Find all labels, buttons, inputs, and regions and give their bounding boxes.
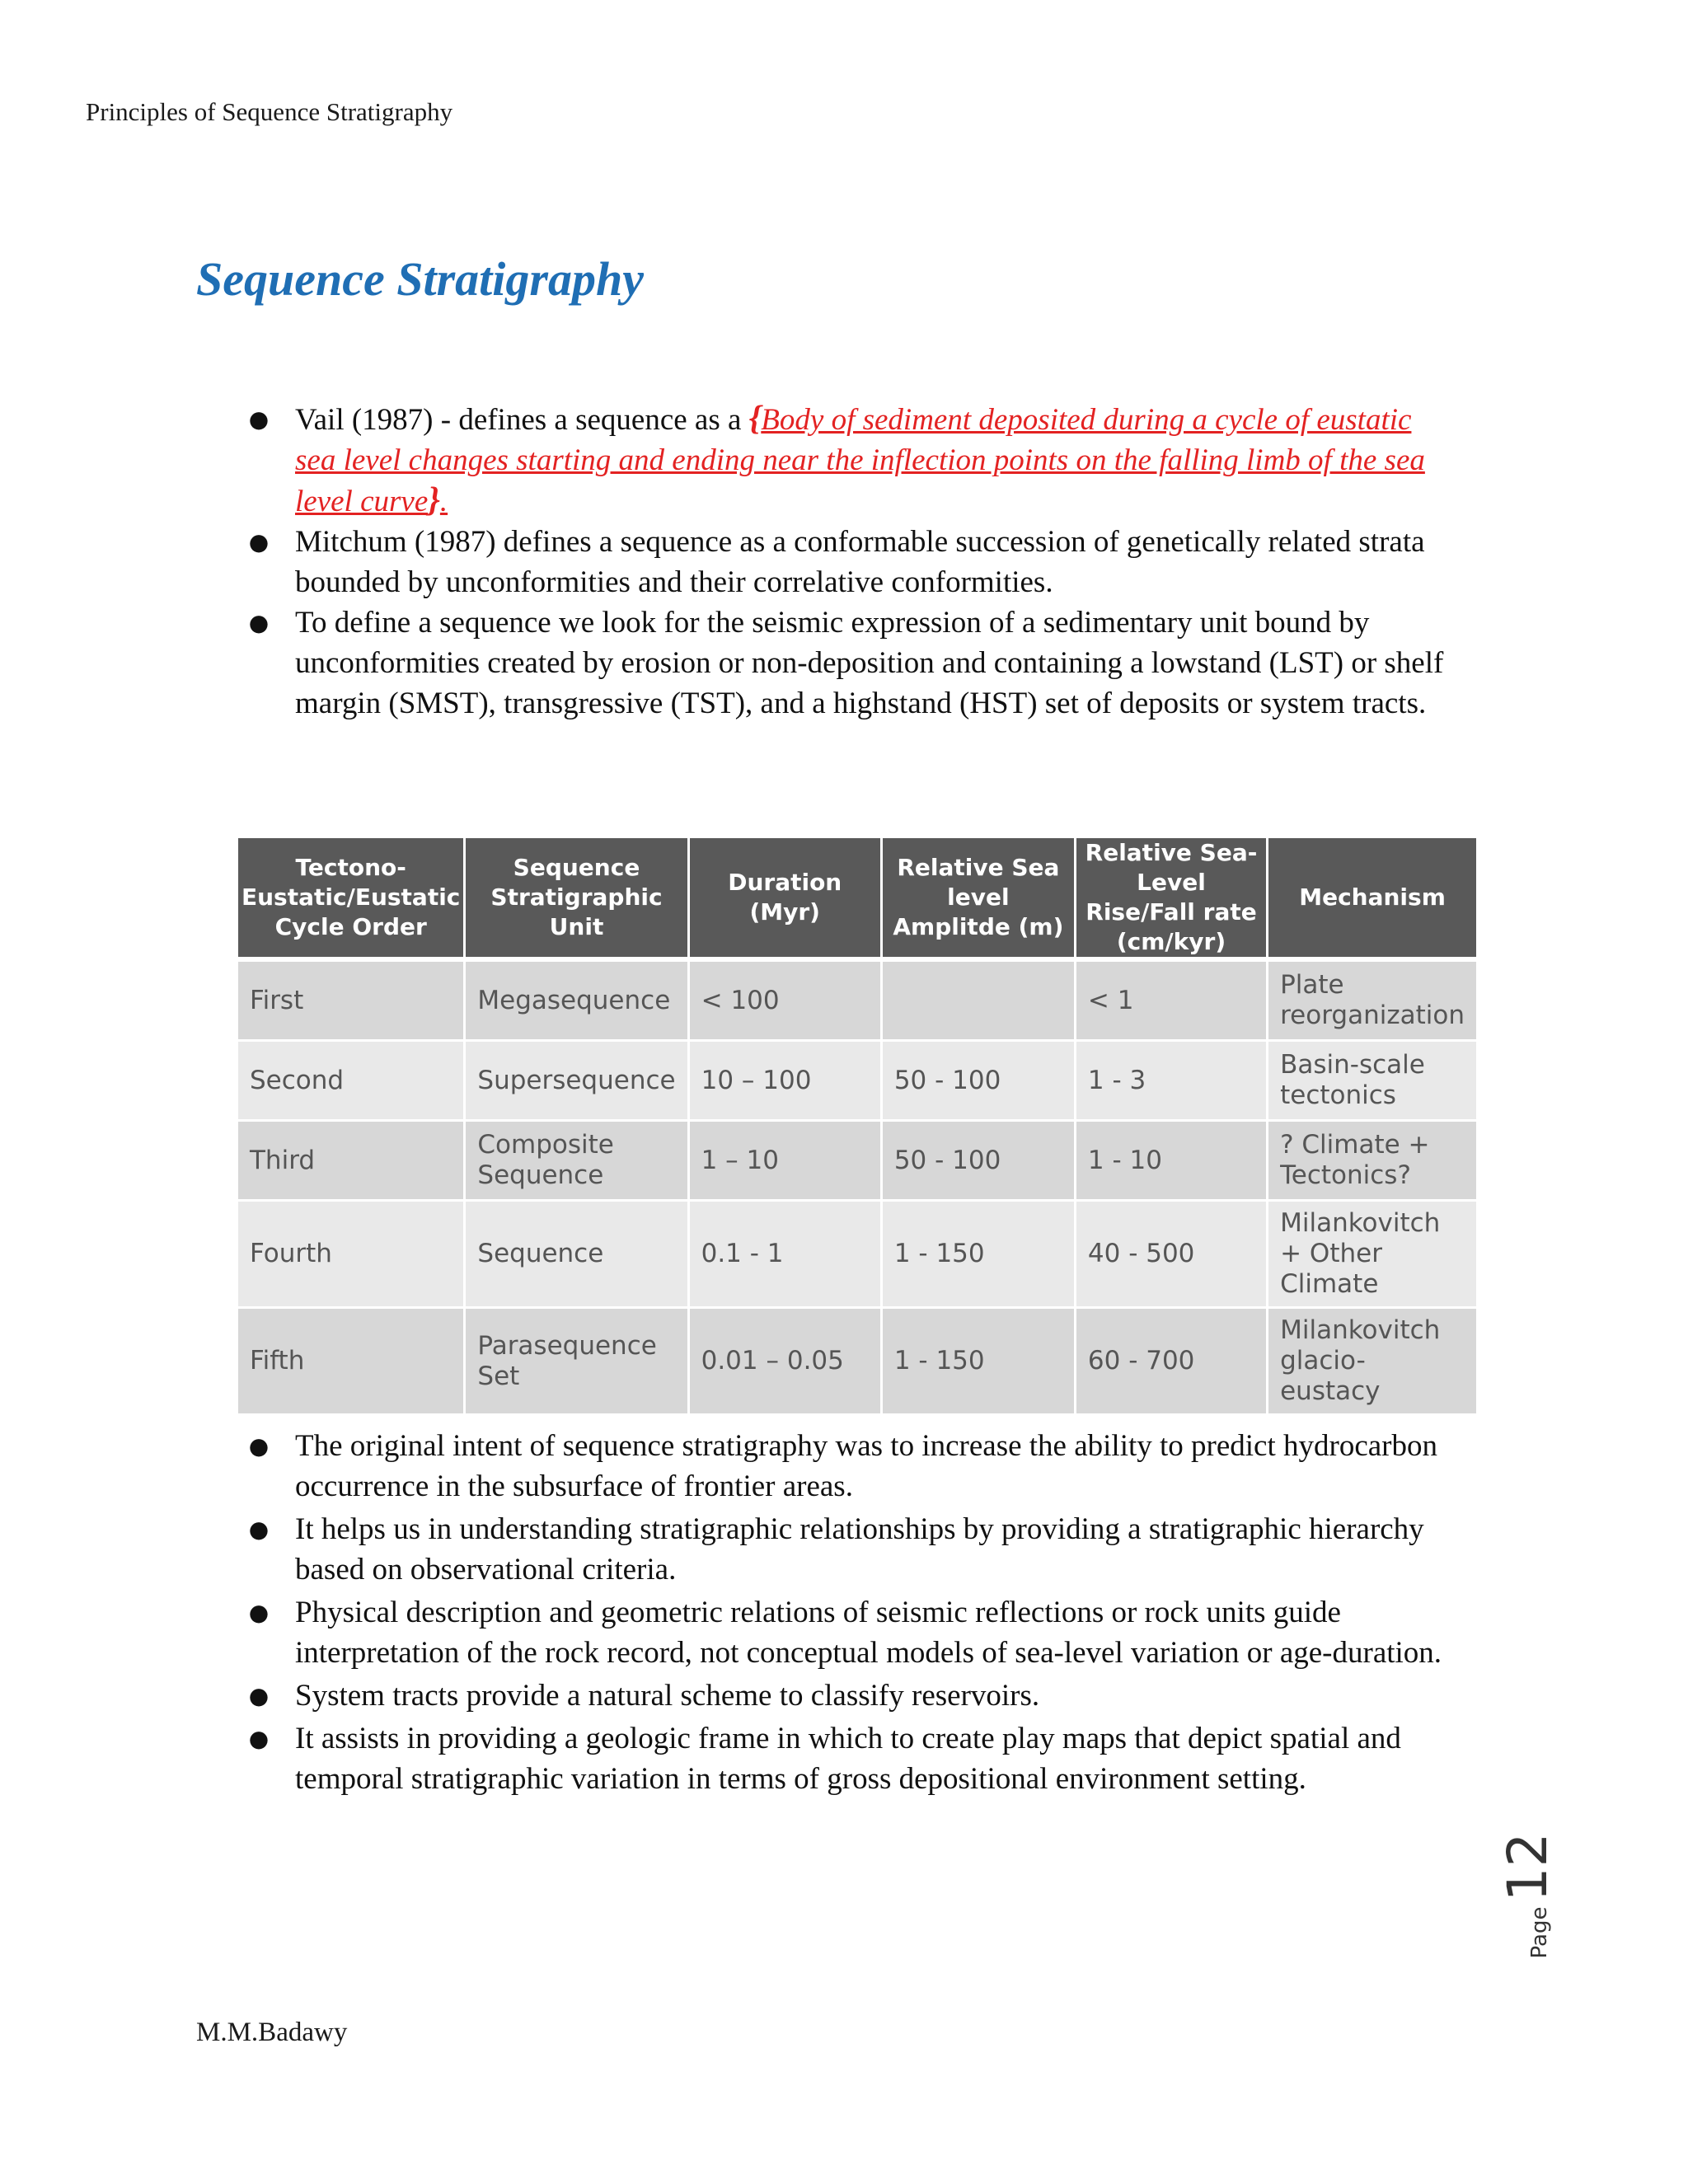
list-item bbox=[247, 1426, 1451, 1507]
table-cell: 1 - 150 bbox=[883, 1309, 1074, 1416]
list-item bbox=[247, 522, 1451, 602]
table-cell: Milankovitch + Other Climate bbox=[1268, 1202, 1476, 1309]
bullet-text: It assists in providing a geologic frame in which to create play maps that depict spatial and temporal stratigraphic variation in terms of gross depositional environment setting. bbox=[295, 1722, 1401, 1796]
bullet-dot-icon: ● bbox=[248, 1599, 270, 1626]
page-number bbox=[1496, 1832, 1628, 1959]
table-cell: First bbox=[238, 962, 463, 1042]
column-header-unit: Sequence Stratigraphic Unit bbox=[466, 838, 687, 962]
table-row bbox=[238, 962, 1476, 1042]
table-cell: 50 - 100 bbox=[883, 1122, 1074, 1202]
bullet-dot-icon: ● bbox=[248, 405, 270, 433]
bullet-dot-icon: ● bbox=[248, 528, 270, 555]
bullet-list-bottom bbox=[247, 1426, 1451, 1802]
bullet-dot-icon: ● bbox=[248, 1432, 270, 1460]
table-cell: Milankovitch glacio-eustacy bbox=[1268, 1309, 1476, 1416]
table-cell: 40 - 500 bbox=[1076, 1202, 1266, 1309]
table-cell: 0.1 - 1 bbox=[690, 1202, 880, 1309]
bullet-dot-icon: ● bbox=[248, 1725, 270, 1752]
table-cell: 60 - 700 bbox=[1076, 1309, 1266, 1416]
table-cell: 10 – 100 bbox=[690, 1042, 880, 1122]
column-header-cycle-order: Tectono-Eustatic/Eustatic Cycle Order bbox=[238, 838, 463, 962]
table-cell: Parasequence Set bbox=[466, 1309, 687, 1416]
table-cell: Third bbox=[238, 1122, 463, 1202]
table-cell: Plate reorganization bbox=[1268, 962, 1476, 1042]
table-header-row bbox=[238, 838, 1476, 962]
table-cell: Composite Sequence bbox=[466, 1122, 687, 1202]
column-header-amplitude: Relative Sea level Amplitde (m) bbox=[883, 838, 1074, 962]
running-header: Principles of Sequence Stratigraphy bbox=[86, 97, 453, 126]
list-item bbox=[247, 1675, 1451, 1716]
table-cell: Megasequence bbox=[466, 962, 687, 1042]
page-number-value: 12 bbox=[1496, 1832, 1559, 1902]
bullet-text: System tracts provide a natural scheme to classify reservoirs. bbox=[295, 1679, 1040, 1713]
list-item bbox=[247, 1509, 1451, 1590]
vail-prefix: Vail (1987) - defines a sequence as a bbox=[295, 403, 749, 437]
table-row bbox=[238, 1042, 1476, 1122]
list-item bbox=[247, 1592, 1451, 1673]
section-title: Sequence Stratigraphy bbox=[196, 252, 644, 306]
table-cell: Fourth bbox=[238, 1202, 463, 1309]
bullet-text: It helps us in understanding stratigraphic relationships by providing a stratigraphic hierarchy based on observational criteria. bbox=[295, 1512, 1424, 1586]
page-label: Page bbox=[1527, 1906, 1552, 1959]
table-cell: 1 – 10 bbox=[690, 1122, 880, 1202]
bullet-text: The original intent of sequence stratigraphy was to increase the ability to predict hydrocarbon occurrence in the subsurface of frontier areas. bbox=[295, 1429, 1438, 1503]
table-cell: 1 - 150 bbox=[883, 1202, 1074, 1309]
bullet-list-top bbox=[247, 399, 1451, 724]
table-cell: Supersequence bbox=[466, 1042, 687, 1122]
brace-close: } bbox=[428, 481, 440, 519]
bullet-dot-icon: ● bbox=[248, 1682, 270, 1709]
table-cell: ? Climate + Tectonics? bbox=[1268, 1122, 1476, 1202]
footer-author: M.M.Badawy bbox=[196, 2018, 348, 2047]
table-cell: 50 - 100 bbox=[883, 1042, 1074, 1122]
vail-suffix: . bbox=[439, 485, 448, 518]
bullet-text: To define a sequence we look for the seismic expression of a sedimentary unit bound by unconformities created by erosion or non-deposition and containing a lowstand (LST) or shelf margin (SMST), transgressive (TST), and a highstand (HST) set of deposits or system tracts. bbox=[295, 606, 1444, 720]
table-cell: Basin-scale tectonics bbox=[1268, 1042, 1476, 1122]
column-header-duration: Duration (Myr) bbox=[690, 838, 880, 962]
bullet-dot-icon: ● bbox=[248, 1516, 270, 1543]
list-item bbox=[247, 1718, 1451, 1799]
bullet-text: Physical description and geometric relations of seismic reflections or rock units guide interpretation of the rock record, not conceptual models of sea-level variation or age-duration. bbox=[295, 1596, 1442, 1670]
table-cell: Sequence bbox=[466, 1202, 687, 1309]
brace-open: { bbox=[748, 400, 762, 438]
table-cell: 1 - 3 bbox=[1076, 1042, 1266, 1122]
table-cell: Second bbox=[238, 1042, 463, 1122]
list-item bbox=[247, 399, 1451, 522]
column-header-rate: Relative Sea-Level Rise/Fall rate (cm/kyr) bbox=[1076, 838, 1266, 962]
table-cell: < 1 bbox=[1076, 962, 1266, 1042]
table-cell: Fifth bbox=[238, 1309, 463, 1416]
table-cell bbox=[883, 962, 1074, 1042]
column-header-mechanism: Mechanism bbox=[1268, 838, 1476, 962]
bullet-text: Mitchum (1987) defines a sequence as a conformable succession of genetically related strata bounded by unconformities and their correlative conformities. bbox=[295, 525, 1425, 599]
table-cell: < 100 bbox=[690, 962, 880, 1042]
cycle-order-table bbox=[236, 838, 1479, 1416]
vail-definition: Body of sediment deposited during a cycle of eustatic sea level changes starting and ending near the inflection points on the falling limb of the sea level curve bbox=[295, 403, 1425, 518]
table-cell: 1 - 10 bbox=[1076, 1122, 1266, 1202]
table-cell: 0.01 – 0.05 bbox=[690, 1309, 880, 1416]
table-row bbox=[238, 1122, 1476, 1202]
table-row bbox=[238, 1309, 1476, 1416]
list-item bbox=[247, 602, 1451, 724]
bullet-dot-icon: ● bbox=[248, 609, 270, 636]
table-row bbox=[238, 1202, 1476, 1309]
